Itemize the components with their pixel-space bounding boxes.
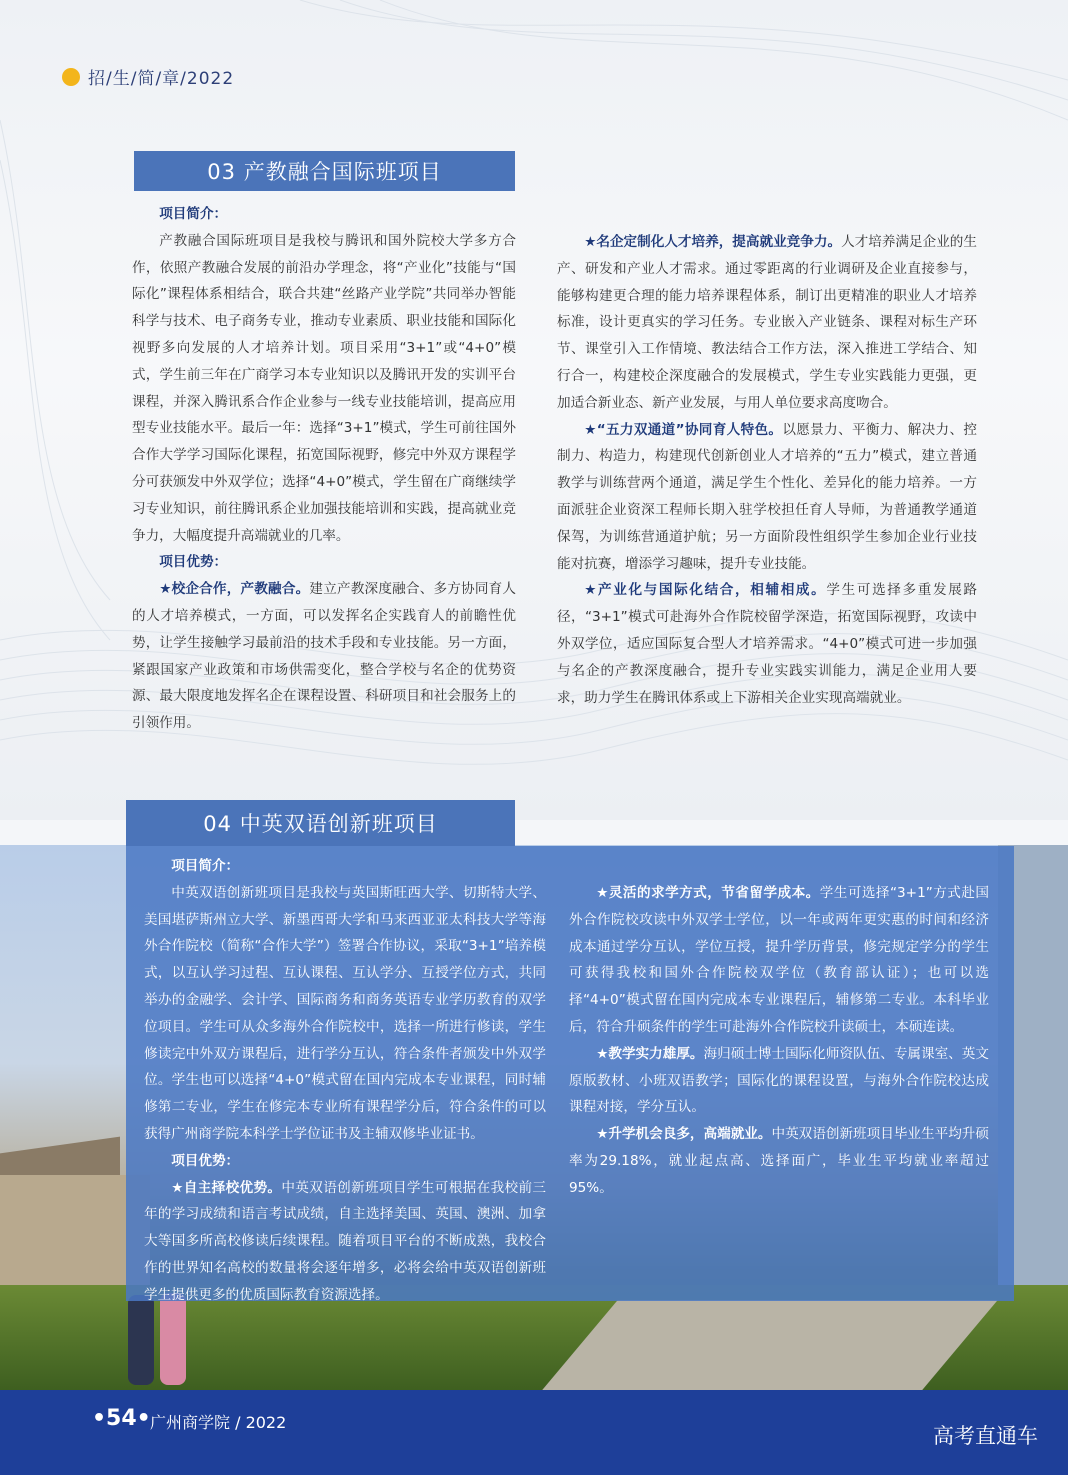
section-04-adv1-title: ★自主择校优势。 [171,1179,282,1196]
section-04-intro-text: 中英双语创新班项目是我校与英国斯旺西大学、切斯特大学、美国堪萨斯州立大学、新墨西哥大学和马来西亚亚太科技大学等海外合作院校（简称“合作大学”）签署合作协议，采取“3+1”培养模式，以互认学习过程、互认课程、互认学分、互授学位方式，共同举办的金融学、会计学、国际商务和商务英语专业学历教育的双学位项目。学生可从众多海外合作院校中，选择一所进行修读，学生修读完中外双方课程后，进行学分互认，符合条件者颁发中外双学位。学生也可以选择“4+0”模式留在国内完成本专业课程，同时辅修第二专业，学生在修完本专业所有课程学分后，符合条件的可以获得广州商学院本科学士学位证书及主辅双修毕业证书。 [144,884,546,1142]
section-04-adv4-text: 中英双语创新班项目毕业生平均升硕率为29.18%，就业起点高、选择面广，毕业生平均就业率超过95%。 [569,1126,989,1196]
page-number: •54• [92,1406,151,1431]
page-header [62,64,234,89]
section-03-adv4-text: 学生可选择多重发展路径，“3+1”模式可赴海外合作院校留学深造，拓宽国际视野，攻读中外双学位，适应国际复合型人才培养需求。“4+0”模式可进一步加强与名企的产教深度融合，提升专业实践实训能力，满足企业用人要求，助力学生在腾讯体系或上下游相关企业实现高端就业。 [557,582,978,706]
section-04-left-column [144,853,546,1309]
section-03-right-column [557,229,977,711]
section-04-adv3-title: ★教学实力雄厚。 [596,1045,704,1062]
walkway [542,1300,998,1390]
circle-icon [62,68,80,86]
section-04-adv3 [569,1041,989,1121]
section-03-intro-text: 产教融合国际班项目是我校与腾讯和国外院校大学多方合作，依照产教融合发展的前沿办学理念，将“产业化”技能与“国际化”课程体系相结合，联合共建“丝路产业学院”共同举办智能科学与技术、电子商务专业，推动专业素质、职业技能和国际化视野多向发展的人才培养计划。项目采用“3+1”或“4+0”模式，学生前三年在广商学习本专业知识以及腾讯开发的实训平台课程，并深入腾讯系合作企业参与一线专业技能培训，提高应用型专业技能水平。最后一年：选择“3+1”模式，学生可前往国外合作大学学习国际化课程，拓宽国际视野，修完中外双方课程学分可获颁发中外双学位；选择“4+0”模式，学生留在广商继续学习专业知识，前往腾讯系企业加强技能培训和实践，提高就业竞争力，大幅度提升高端就业的几率。 [132,232,516,544]
section-03-left-column [132,201,516,737]
section-03-adv2-title: ★名企定制化人才培养，提高就业竞争力。 [584,234,842,250]
footer-school: 广州商学院 / 2022 [150,1413,287,1432]
section-04-adv4-title: ★升学机会良多，高端就业。 [596,1126,772,1143]
section-03-adv2 [557,229,977,417]
section-04-intro-heading: 项目简介： [171,858,240,874]
section-03-adv4-title: ★产业化与国际化结合，相辅相成。 [584,582,827,599]
section-04-title: 04 中英双语创新班项目 [126,800,515,846]
section-04-adv2-title: ★灵活的求学方式，节省留学成本。 [596,885,820,901]
section-03-adv-heading: 项目优势： [159,554,228,571]
section-03-title: 03 产教融合国际班项目 [134,151,515,191]
section-04-adv2-text: 学生可选择“3+1”方式赴国外合作院校攻读中外双学士学位，以一年或两年更实惠的时间和经济成本通过学分互认，学位互授，提升学历背景，修完规定学分的学生可获得我校和国外合作院校双学位（教育部认证）；也可以选择“4+0”模式留在国内完成本专业课程后，辅修第二专业。本科毕业后，符合升硕条件的学生可赴海外合作院校升读硕士，本硕连读。 [569,885,989,1035]
section-03-adv2-text: 人才培养满足企业的生产、研发和产业人才需求。通过零距离的行业调研及企业直接参与，能够构建更合理的能力培养课程体系，制订出更精准的职业人才培养标准，设计更真实的学习任务。专业嵌入产业链条、课程对标生产环节、课堂引入工作情境、教法结合工作方法，深入推进工学结合、知行合一，构建校企深度融合的发展模式，学生专业实践能力更强，更加适合新业态、新产业发展，与用人单位要求高度吻合。 [557,234,977,411]
section-04-right-column [569,880,989,1202]
section-03-adv1 [132,576,516,737]
section-04-adv3-text: 海归硕士博士国际化师资队伍、专属课室、英文原版教材、小班双语教学；国际化的课程设置，与海外合作院校达成课程对接，学分互认。 [569,1045,989,1116]
section-04-adv1-text: 中英双语创新班项目学生可根据在我校前三年的学习成绩和语言考试成绩，自主选择美国、英国、澳洲、加拿大等国多所高校修读后续课程。随着项目平台的不断成熟，我校合作的世界知名高校的数量将会逐年增多，必将会给中英双语创新班学生提供更多的优质国际教育资源选择。 [144,1179,546,1303]
page-footer [0,1390,1068,1475]
section-03-adv4 [557,577,977,711]
section-03-adv3-title: ★“五力双通道”协同育人特色。 [584,421,783,438]
brochure-title: 招/生/简/章/2022 [88,69,235,89]
section-03-adv1-text: 建立产教深度融合、多方协同育人的人才培养模式，一方面，可以发挥名企实践育人的前瞻性优势，让学生接触学习最前沿的技术手段和专业技能。另一方面，紧跟国家产业政策和市场供需变化，整合学校与名企的优势资源、最大限度地发挥名企在课程设置、科研项目和社会服务上的引领作用。 [132,581,517,732]
section-03-intro-heading: 项目简介： [159,206,228,222]
section-04-adv1 [144,1175,546,1309]
section-03-adv3-text: 以愿景力、平衡力、解决力、控制力、构造力，构建现代创新创业人才培养的“五力”模式，建立普通教学与训练营两个通道，满足学生个性化、差异化的能力培养。一方面派驻企业资深工程师长期入驻学校担任育人导师，为普通教学通道保驾，为训练营通道护航；另一方面阶段性组织学生参加企业行业技能对抗赛，增添学习趣味，提升专业技能。 [557,421,977,572]
section-03-adv3 [557,417,977,578]
section-04-adv-heading: 项目优势： [171,1152,240,1169]
section-04-adv2 [569,880,989,1041]
watermark-brand: 高考直通车 [933,1424,1038,1448]
section-04-adv4 [569,1121,989,1201]
section-03-adv1-title: ★校企合作，产教融合。 [159,581,310,598]
